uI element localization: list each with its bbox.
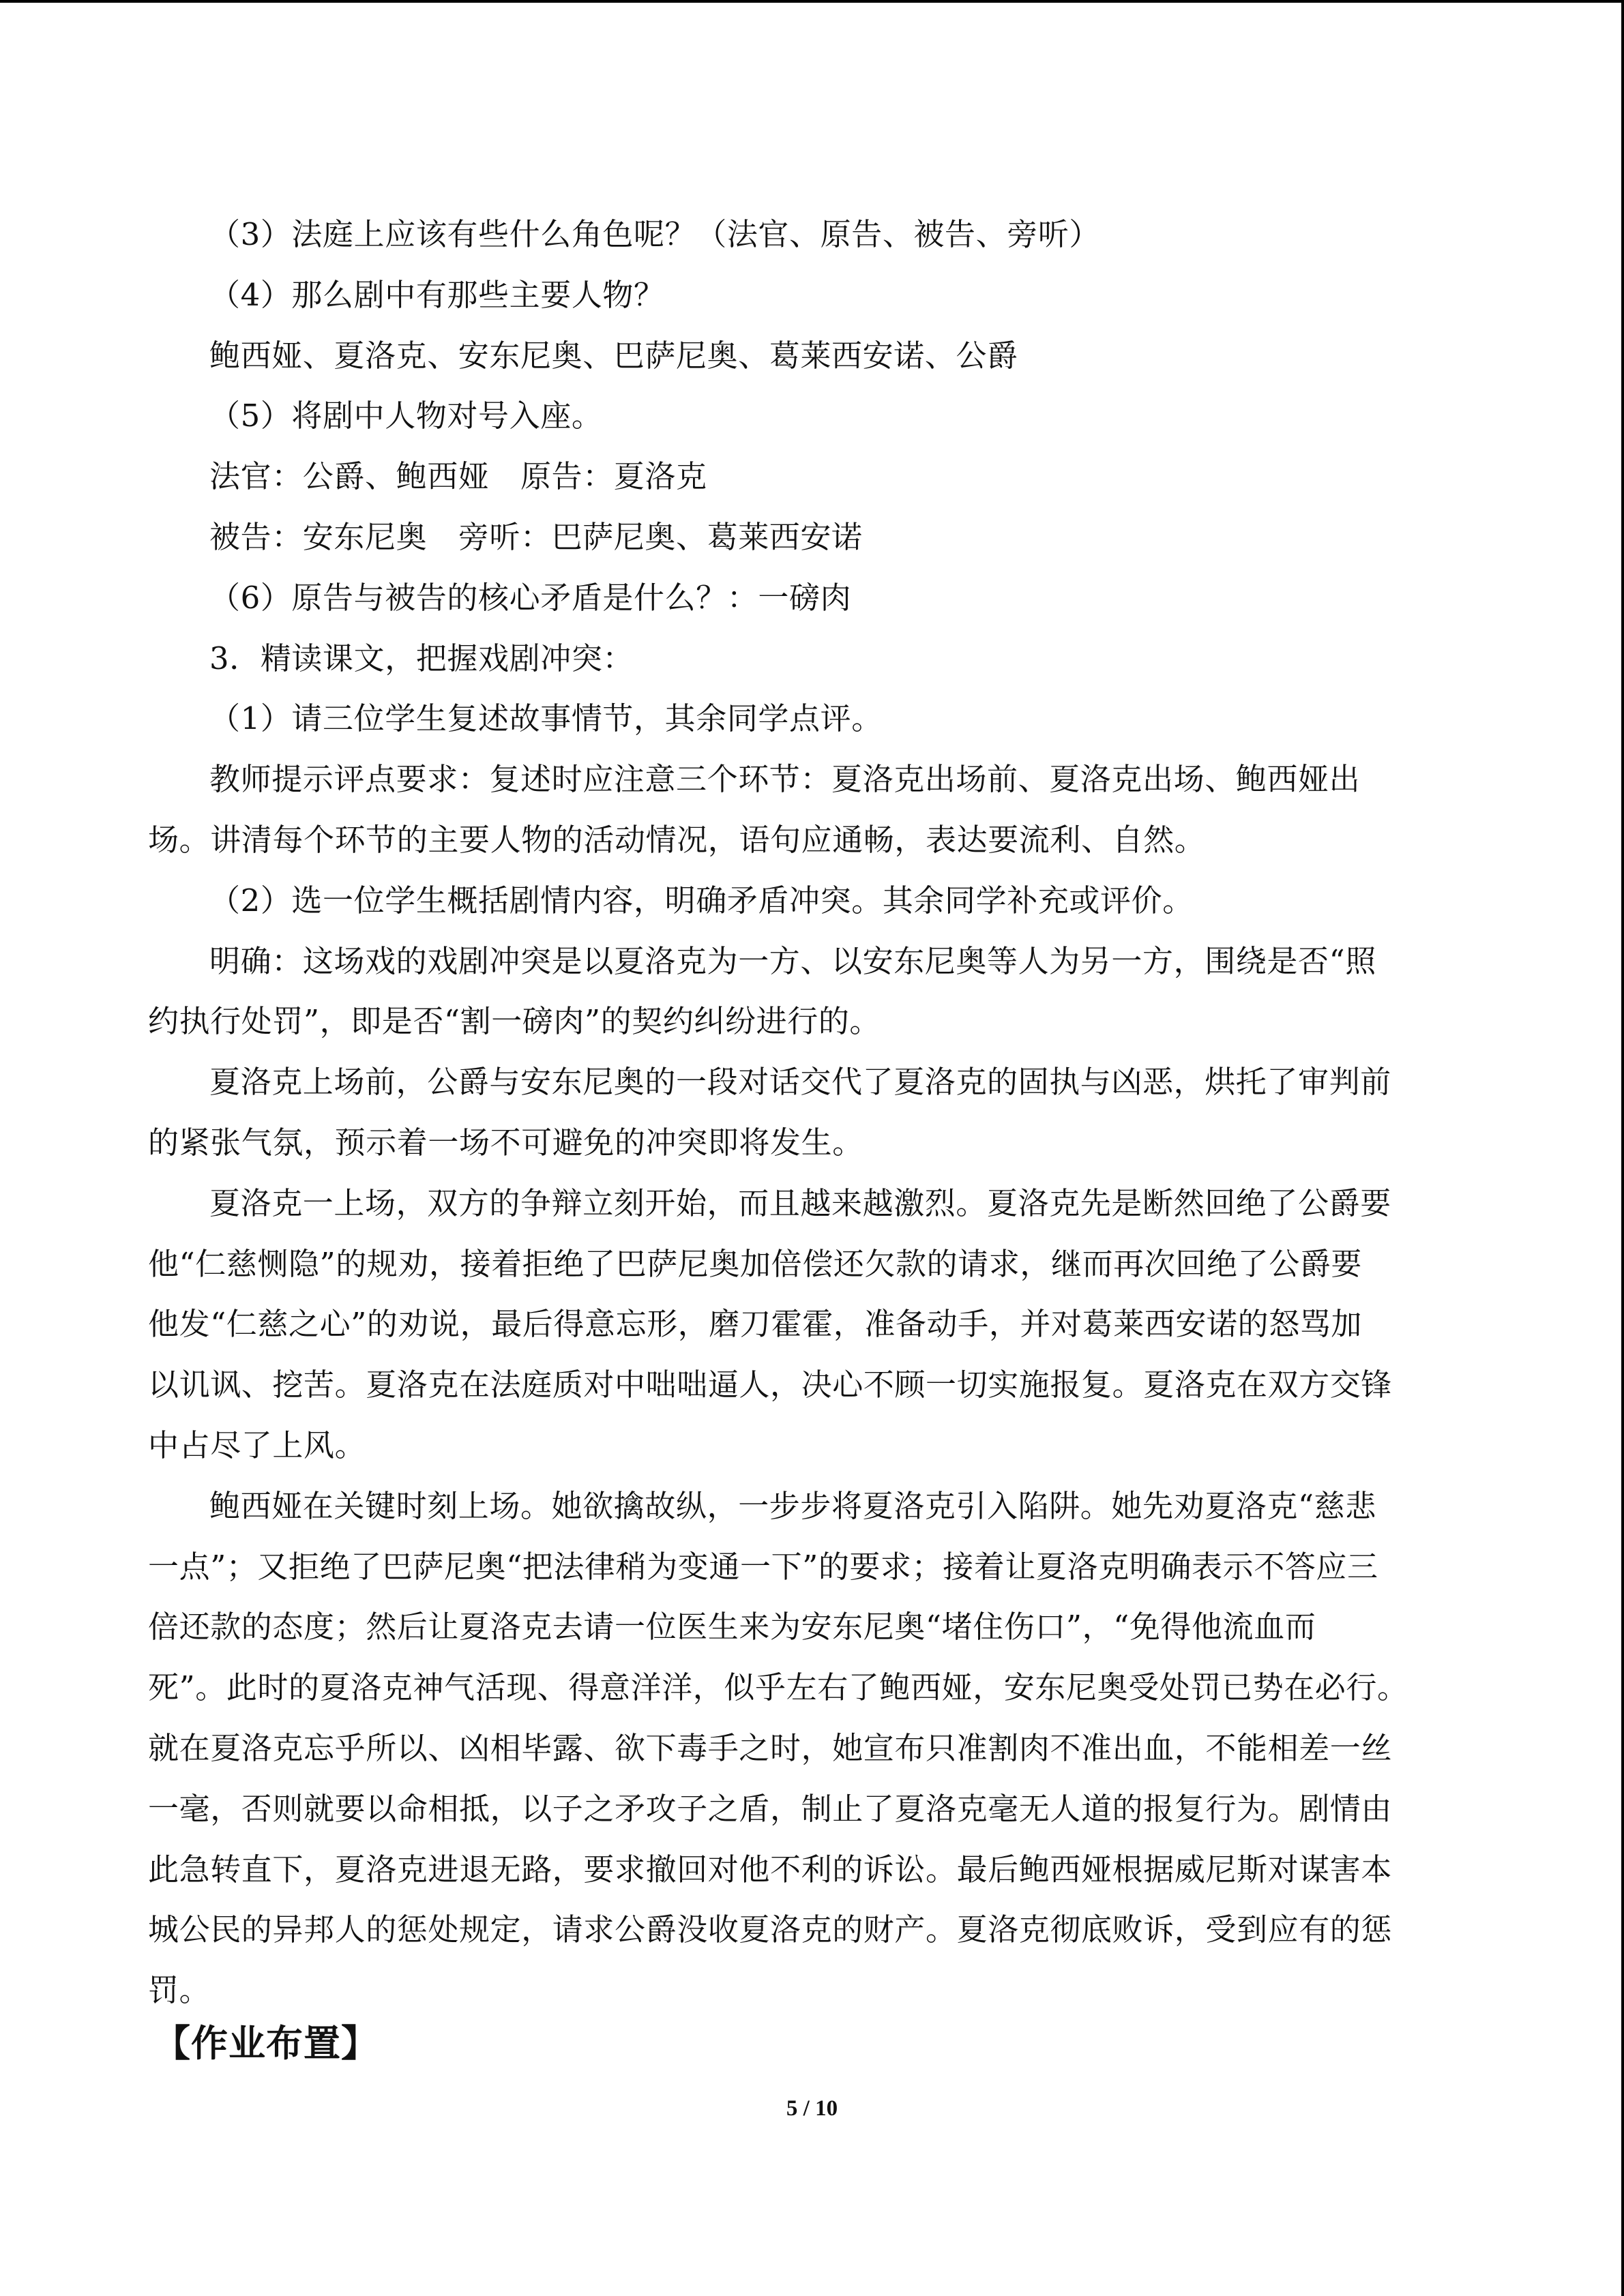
page-top-border [0,0,1624,3]
text-line: 以讥讽、挖苦。夏洛克在法庭质对中咄咄逼人，决心不顾一切实施报复。夏洛克在双方交锋 [148,1367,1393,1403]
text-line: 死”。此时的夏洛克神气活现、得意洋洋，似乎左右了鲍西娅，安东尼奥受处罚已势在必行。 [148,1669,1408,1706]
text-line: （3）法庭上应该有些什么角色呢？（法官、原告、被告、旁听） [209,216,1101,252]
document-body [148,205,1471,2021]
text-line: 3．精读课文，把握戏剧冲突： [209,640,634,676]
text-line: 中占尽了上风。 [148,1427,366,1463]
text-line: （2）选一位学生概括剧情内容，明确矛盾冲突。其余同学补充或评价。 [209,882,1194,919]
text-line: （1）请三位学生复述故事情节，其余同学点评。 [209,700,883,737]
text-line: 教师提示评点要求：复述时应注意三个环节：夏洛克出场前、夏洛克出场、鲍西娅出 [209,761,1361,798]
text-line: 就在夏洛克忘乎所以、凶相毕露、欲下毒手之时，她宣布只准割肉不准出血，不能相差一丝 [148,1729,1393,1766]
text-line: 此急转直下，夏洛克进退无路，要求撤回对他不利的诉讼。最后鲍西娅根据威尼斯对谋害本 [148,1851,1393,1888]
text-line: 明确：这场戏的戏剧冲突是以夏洛克为一方、以安东尼奥等人为另一方，围绕是否“照 [209,942,1376,979]
text-line: 他发“仁慈之心”的劝说，最后得意忘形，磨刀霍霍，准备动手，并对葛莱西安诺的怒骂加 [148,1306,1363,1343]
text-line: 鲍西娅在关键时刻上场。她欲擒故纵，一步步将夏洛克引入陷阱。她先劝夏洛克“慈悲 [209,1487,1376,1524]
text-line: （6）原告与被告的核心矛盾是什么？：一磅肉 [209,579,852,616]
text-line: 罚。 [148,1972,211,2009]
text-line: 一点”；又拒绝了巴萨尼奥“把法律稍为变通一下”的要求；接着让夏洛克明确表示不答应三 [148,1548,1378,1585]
text-line: 一毫，否则就要以命相抵，以子之矛攻子之盾，制止了夏洛克毫无人道的报复行为。剧情由 [148,1790,1393,1827]
text-line: 夏洛克上场前，公爵与安东尼奥的一段对话交代了夏洛克的固执与凶恶，烘托了审判前 [209,1064,1391,1101]
text-line: 夏洛克一上场，双方的争辩立刻开始，而且越来越激烈。夏洛克先是断然回绝了公爵要 [209,1184,1391,1221]
text-line: 的紧张气氛，预示着一场不可避免的冲突即将发生。 [148,1124,863,1161]
text-line: 约执行处罚”，即是否“割一磅肉”的契约纠纷进行的。 [148,1003,881,1040]
text-line: 城公民的异邦人的惩处规定，请求公爵没收夏洛克的财产。夏洛克彻底败诉，受到应有的惩 [148,1911,1393,1948]
text-line: 场。讲清每个环节的主要人物的活动情况，语句应通畅，表达要流利、自然。 [148,821,1206,858]
text-line: 他“仁慈恻隐”的规劝，接着拒绝了巴萨尼奥加倍偿还欠款的请求，继而再次回绝了公爵要 [148,1245,1363,1282]
text-line: 法官：公爵、鲍西娅 原告：夏洛克 [209,458,707,495]
text-line: 被告：安东尼奥 旁听：巴萨尼奥、葛莱西安诺 [209,518,863,555]
page-right-border [1621,0,1624,2296]
text-line: 倍还款的态度；然后让夏洛克去请一位医生来为安东尼奥“堵住伤口”，“免得他流血而 [148,1609,1316,1645]
text-line: 鲍西娅、夏洛克、安东尼奥、巴萨尼奥、葛莱西安诺、公爵 [209,337,1018,374]
page-number: 5 / 10 [786,2096,838,2121]
text-line: （5）将剧中人物对号入座。 [209,398,603,434]
text-line: （4）那么剧中有那些主要人物？ [209,276,665,313]
section-heading: 【作业布置】 [153,2022,379,2065]
